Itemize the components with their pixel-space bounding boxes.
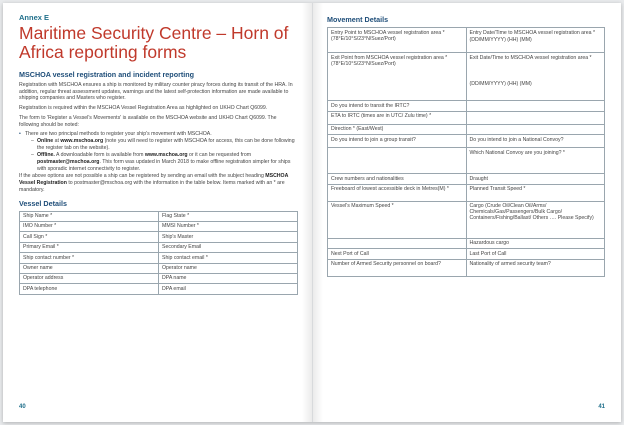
exit-datetime-label: Exit Date/Time to MSCHOA vessel registration area *: [469, 54, 592, 61]
hazardous-cargo-cell[interactable]: Hazardous cargo: [466, 238, 605, 249]
draught-cell[interactable]: Draught: [466, 174, 605, 185]
vessel-field-cell[interactable]: Ship's Master: [159, 232, 298, 242]
entry-datetime-cell[interactable]: [466, 28, 605, 53]
paragraph-required: Registration is required within the MSCHOA Vessel Registration Area as highlighted on UKHO Chart Q6099.: [19, 105, 268, 112]
movement-details-heading: Movement Details: [327, 15, 389, 24]
which-convoy-cell[interactable]: Which National Convoy are you joining? *: [466, 148, 605, 174]
vessel-field-cell[interactable]: Ship contact email *: [159, 253, 298, 263]
entry-datetime-format: (DD/MM/YYYY) (HH) (MM): [469, 37, 532, 43]
email-text-end: to postmaster@mschoa.org with the information in the table below. Items marked with an * are mandatory.: [19, 180, 285, 193]
page-number-left: 40: [19, 404, 26, 410]
vessel-field-cell[interactable]: DPA telephone: [20, 284, 159, 294]
table-row: [328, 53, 605, 101]
gutter-shadow: [313, 3, 323, 422]
gutter-shadow: [302, 3, 312, 422]
freeboard-cell[interactable]: Freeboard of lowest accessible deck in Metres(M) *: [328, 184, 467, 201]
entry-datetime-label: Entry Date/Time to MSCHOA vessel registration area *: [469, 29, 596, 36]
list-item: [19, 131, 298, 172]
table-row: [328, 249, 605, 260]
table-row: [20, 221, 298, 231]
next-port-cell[interactable]: Next Port of Call: [328, 249, 467, 260]
list-item-offline: [31, 152, 298, 172]
online-label: Online: [37, 137, 54, 144]
email-subject: MSCHOA Vessel Registration: [19, 173, 289, 187]
vessel-field-cell[interactable]: DPA name: [159, 273, 298, 283]
paragraph-registration: Registration with MSCHOA ensures a ship is monitored by military counter piracy forces during its transit of the HRA. In addition, regular threat assessment updates, warnings and the latest self-protection information are made available to shipping companies and Masters who register.: [19, 82, 293, 102]
online-text: (note you will need to register with MSCHOA for access, this can be done following the register tab on the website).: [37, 137, 295, 151]
vessel-field-cell[interactable]: Secondary Email: [159, 242, 298, 252]
table-row: [20, 284, 298, 294]
table-row: [20, 242, 298, 252]
entry-point-cell[interactable]: Entry Point to MSCHOA vessel registration area * (78°E/10°S/23°N/Suez/Port): [328, 28, 467, 53]
bullet-text: There are two principal methods to register your ship's movement with MSCHOA.: [25, 131, 212, 138]
vessel-field-cell[interactable]: Call Sign *: [20, 232, 159, 242]
offline-text-1: A downloadable form is available from: [54, 152, 145, 159]
vessel-details-table: [19, 211, 298, 295]
empty-cell[interactable]: [328, 148, 467, 174]
armed-security-nationality-cell[interactable]: Nationality of armed security team?: [466, 259, 605, 276]
table-row: [328, 201, 605, 238]
paragraph-email: [19, 173, 298, 193]
table-row: [328, 124, 605, 135]
vessel-field-cell[interactable]: MMSI Number *: [159, 221, 298, 231]
empty-cell[interactable]: [466, 124, 605, 135]
irtc-transit-cell[interactable]: Do you intend to transit the IRTC?: [328, 101, 467, 112]
online-link[interactable]: www.mschoa.org: [60, 137, 104, 144]
exit-point-cell[interactable]: Exit Point from MSCHOA vessel registration area * (78°E/10°S/23°N/Suez/Port): [328, 53, 467, 101]
vessel-field-cell[interactable]: Ship contact number *: [20, 253, 159, 263]
table-row: [328, 184, 605, 201]
empty-cell[interactable]: [466, 101, 605, 112]
last-port-cell[interactable]: Last Port of Call: [466, 249, 605, 260]
section-heading: MSCHOA vessel registration and incident reporting: [19, 70, 195, 79]
table-row: [328, 259, 605, 276]
table-row: [20, 253, 298, 263]
offline-link-email[interactable]: postmaster@mschoa.org: [37, 159, 100, 166]
online-at: at: [53, 137, 61, 144]
email-text-start: If the above options are not possible a ship can be registered by sending an email with the subject heading: [19, 173, 266, 180]
offline-text-2: or it can be requested from: [187, 152, 252, 159]
methods-list: [19, 131, 298, 172]
vessel-field-cell[interactable]: Operator name: [159, 263, 298, 273]
empty-cell[interactable]: [466, 111, 605, 124]
vessel-field-cell[interactable]: IMO Number *: [20, 221, 159, 231]
table-row: [20, 273, 298, 283]
table-row: [328, 148, 605, 174]
right-page: [312, 3, 621, 422]
direction-cell[interactable]: Direction * (East/West): [328, 124, 467, 135]
table-row: [328, 28, 605, 53]
table-row: [20, 211, 298, 221]
table-row: [20, 232, 298, 242]
table-row: [20, 263, 298, 273]
vessel-details-heading: Vessel Details: [19, 198, 67, 208]
booklet-spread: [3, 3, 621, 422]
offline-label: Offline.: [37, 152, 55, 159]
page-number-right: 41: [598, 404, 605, 410]
exit-datetime-cell[interactable]: [466, 53, 605, 101]
vessel-field-cell[interactable]: Operator address: [20, 273, 159, 283]
list-item-online: [31, 138, 298, 151]
page-title: Maritime Security Centre – Horn of Africa reporting forms: [19, 23, 289, 62]
crew-cell[interactable]: Crew numbers and nationalities: [328, 174, 467, 185]
vessel-field-cell[interactable]: Primary Email *: [20, 242, 159, 252]
irtc-eta-cell[interactable]: ETA to IRTC (times are in UTC/ Zulu time) *: [328, 111, 467, 124]
exit-datetime-format: (DD/MM/YYYY) (HH) (MM): [469, 80, 532, 87]
offline-link-website[interactable]: www.mschoa.org: [144, 152, 188, 159]
left-page: [3, 3, 312, 422]
empty-cell[interactable]: [328, 238, 467, 249]
cargo-cell[interactable]: Cargo (Crude Oil/Clean Oil/Arms/ Chemicals/Gas/Passengers/Bulk Cargo/ Containers/Fishing/Ballast/ Others …. Please Specify): [466, 201, 605, 238]
table-row: [328, 135, 605, 148]
table-row: [328, 174, 605, 185]
vessel-field-cell[interactable]: Flag State *: [159, 211, 298, 221]
methods-sublist: [31, 138, 298, 173]
national-convoy-cell[interactable]: Do you intend to join a National Convoy?: [466, 135, 605, 148]
armed-security-count-cell[interactable]: Number of Armed Security personnel on board?: [328, 259, 467, 276]
offline-text-3: . This form was updated in March 2018 to make offline registration simpler for ships with sporadic internet connectivity to register.: [37, 159, 291, 172]
table-row: [328, 111, 605, 124]
annex-label: Annex E: [19, 13, 50, 22]
vessel-field-cell[interactable]: DPA email: [159, 284, 298, 294]
max-speed-cell[interactable]: Vessel's Maximum Speed *: [328, 201, 467, 238]
table-row: [328, 238, 605, 249]
vessel-field-cell[interactable]: Owner name: [20, 263, 159, 273]
table-row: [328, 101, 605, 112]
movement-details-table: [327, 27, 605, 277]
group-transit-cell[interactable]: Do you intend to join a group transit?: [328, 135, 467, 148]
vessel-field-cell[interactable]: Ship Name *: [20, 211, 159, 221]
paragraph-form: The form to 'Register a Vessel's Movements' is available on the MSCHOA website and UKHO Chart Q6099. The following should be noted:: [19, 114, 277, 128]
transit-speed-cell[interactable]: Planned Transit Speed *: [466, 184, 605, 201]
